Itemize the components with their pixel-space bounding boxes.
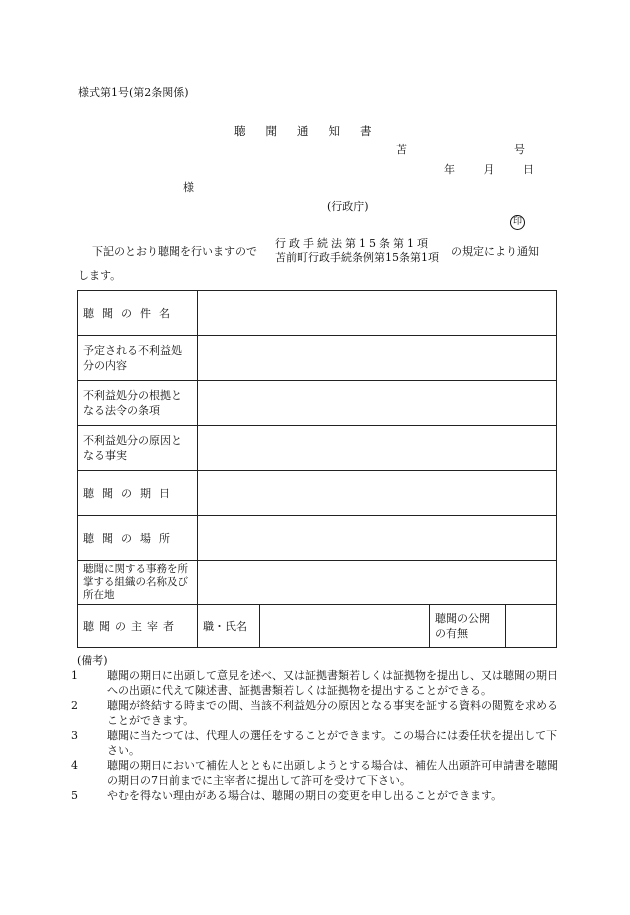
label-hearing-place: 聴聞の場所 xyxy=(78,516,198,561)
label-cause-facts: 不利益処分の原因となる事実 xyxy=(78,426,198,471)
remark-item: 2 聴聞が終結する時までの間、当該不利益処分の原因となる事実を証する資料の閲覧を求めることができます。 xyxy=(71,699,558,727)
lead-text-part1: 下記のとおり聴聞を行いますので xyxy=(92,245,257,258)
label-public-hearing: 聴聞の公開の有無 xyxy=(430,605,506,648)
remark-item: 5 やむを得ない理由がある場合は、聴聞の期日の変更を申し出ることができます。 xyxy=(71,789,503,802)
date-line xyxy=(444,161,534,177)
remarks-heading: (備考) xyxy=(77,654,108,667)
remark-item: 3 聴聞に当たつては、代理人の選任をすることができます。この場合には委任状を提出して下さい。 xyxy=(71,729,558,757)
label-presiding-officer: 聴聞の主宰者 xyxy=(78,605,198,648)
document-number-prefix: 苫 xyxy=(396,143,407,156)
label-legal-basis: 不利益処分の根拠となる法令の条項 xyxy=(78,381,198,426)
label-organization: 聴聞に関する事務を所掌する組織の名称及び所在地 xyxy=(78,561,198,605)
value-hearing-place[interactable] xyxy=(198,516,557,561)
value-organization[interactable] xyxy=(198,561,557,605)
month-label: 月 xyxy=(483,163,495,176)
law-reference-1: 行政手続法第15条第1項 xyxy=(275,237,431,250)
value-subject[interactable] xyxy=(198,291,557,336)
value-planned-disposition[interactable] xyxy=(198,336,557,381)
year-label: 年 xyxy=(444,163,455,176)
remark-item: 4 聴聞の期日において補佐人とともに出頭しようとする場合は、補佐人出頭許可申請書を聴聞の期日の7日前までに主宰者に提出して許可を受けて下さい。 xyxy=(71,759,558,787)
day-label: 日 xyxy=(523,163,534,176)
form-id: 様式第1号(第2条関係) xyxy=(78,86,189,99)
hearing-details-table xyxy=(77,290,557,648)
label-subject: 聴聞の件名 xyxy=(78,291,198,336)
law-reference-2: 苫前町行政手続条例第15条第1項 xyxy=(275,251,439,264)
addressee-honorific: 様 xyxy=(183,181,194,194)
document-title: 聴聞通知書 xyxy=(234,124,392,138)
remark-item: 1 聴聞の期日に出頭して意見を述べ、又は証拠書類若しくは証拠物を提出し、又は聴聞の期日への出頭に代えて陳述書、証拠書類若しくは証拠物を提出することができる。 xyxy=(71,669,558,697)
value-public-hearing[interactable] xyxy=(506,605,557,648)
remarks-section xyxy=(71,653,567,803)
label-hearing-date: 聴聞の期日 xyxy=(78,471,198,516)
value-title-name[interactable] xyxy=(260,605,430,648)
value-hearing-date[interactable] xyxy=(198,471,557,516)
value-cause-facts[interactable] xyxy=(198,426,557,471)
lead-text-part3: します。 xyxy=(78,269,122,282)
administrative-agency: (行政庁) xyxy=(327,200,369,213)
value-legal-basis[interactable] xyxy=(198,381,557,426)
seal-mark: 印 xyxy=(510,215,525,230)
document-number-suffix: 号 xyxy=(514,143,525,156)
label-planned-disposition: 予定される不利益処分の内容 xyxy=(78,336,198,381)
label-title-name: 職・氏名 xyxy=(198,605,260,648)
lead-text-part2: の規定により通知 xyxy=(451,245,539,258)
